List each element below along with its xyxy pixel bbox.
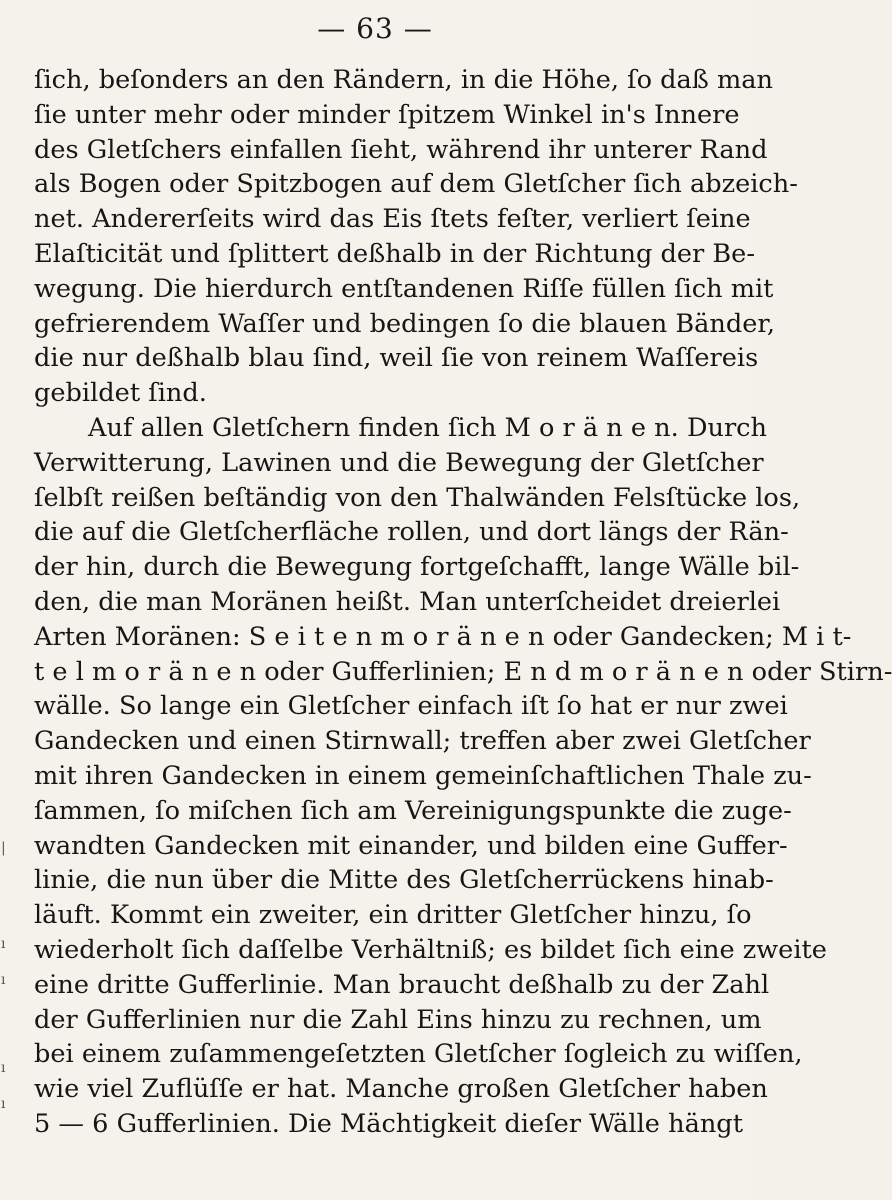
text-line: den, die man Moränen heißt. Man unterſcheidet dreierlei <box>34 586 781 617</box>
text-line: wiederholt ſich daſſelbe Verhältniß; es bildet ſich eine zweite <box>34 934 827 965</box>
text-line: mit ihren Gandecken in einem gemeinſchaftlichen Thale zu- <box>34 760 812 791</box>
text-line: Gandecken und einen Stirnwall; treffen aber zwei Gletſcher <box>34 726 811 757</box>
text-line: der Gufferlinien nur die Zahl Eins hinzu zu rechnen, um <box>34 1004 762 1035</box>
body-text <box>34 63 892 1142</box>
text-line: wegung. Die hierdurch entſtandenen Riſſe füllen ſich mit <box>34 273 774 304</box>
edge-mark: ı <box>1 972 6 988</box>
page-edge-shadow <box>0 840 14 1140</box>
edge-mark: ı <box>1 1096 6 1112</box>
text-line: wälle. So lange ein Gletſcher einfach iſt ſo hat er nur zwei <box>34 691 788 722</box>
text-line: wandten Gandecken mit einander, und bilden eine Guffer- <box>34 830 788 861</box>
text-line: des Gletſchers einfallen ſieht, während ihr unterer Rand <box>34 134 768 165</box>
text-line: eine dritte Gufferlinie. Man braucht deßhalb zu der Zahl <box>34 969 770 1000</box>
text-line: net. Andererſeits wird das Eis ſtets feſter, verliert ſeine <box>34 204 751 235</box>
text-line: linie, die nun über die Mitte des Gletſcherrückens hinab- <box>34 865 774 896</box>
paragraph-start-line: Auf allen Gletſchern finden ſich M o r ä n e n. Durch <box>88 412 767 443</box>
text-line: Verwitterung, Lawinen und die Bewegung der Gletſcher <box>34 447 764 478</box>
text-line: ſammen, ſo miſchen ſich am Vereinigungspunkte die zuge- <box>34 795 792 826</box>
edge-mark: ı <box>1 936 6 952</box>
text-line: als Bogen oder Spitzbogen auf dem Gletſcher ſich abzeich- <box>34 169 798 200</box>
text-line: gefrierendem Waſſer und bedingen ſo die blauen Bänder, <box>34 308 775 339</box>
edge-mark: ı <box>1 1060 6 1076</box>
text-line: ſie unter mehr oder minder ſpitzem Winkel in's Innere <box>34 99 740 130</box>
text-line: läuft. Kommt ein zweiter, ein dritter Gletſcher hinzu, ſo <box>34 900 752 931</box>
text-line: gebildet ſind. <box>34 378 207 409</box>
text-line: die nur deßhalb blau ſind, weil ſie von reinem Waſſereis <box>34 343 759 374</box>
text-line: bei einem zuſammengeſetzten Gletſcher ſogleich zu wiſſen, <box>34 1039 803 1070</box>
text-line: t e l m o r ä n e n oder Gufferlinien; E n d m o r ä n e n oder Stirn- <box>34 656 892 687</box>
text-line: 5 — 6 Gufferlinien. Die Mächtigkeit dieſer Wälle hängt <box>34 1108 743 1139</box>
text-line: Elaſticität und ſplittert deßhalb in der Richtung der Be- <box>34 238 755 269</box>
text-line: der hin, durch die Bewegung fortgeſchafft, lange Wälle bil- <box>34 552 800 583</box>
text-line: ſich, beſonders an den Rändern, in die Höhe, ſo daß man <box>34 65 774 95</box>
text-line: Arten Moränen: S e i t e n m o r ä n e n oder Gandecken; M i t- <box>34 621 852 652</box>
edge-mark: | <box>1 840 6 856</box>
text-line: ſelbſt reißen beſtändig von den Thalwänden Felsſtücke los, <box>34 482 801 513</box>
text-line: die auf die Gletſcherfläche rollen, und dort längs der Rän- <box>34 517 789 548</box>
text-line: wie viel Zuflüſſe er hat. Manche großen Gletſcher haben <box>34 1074 768 1105</box>
page-number: — 63 — <box>317 12 433 45</box>
